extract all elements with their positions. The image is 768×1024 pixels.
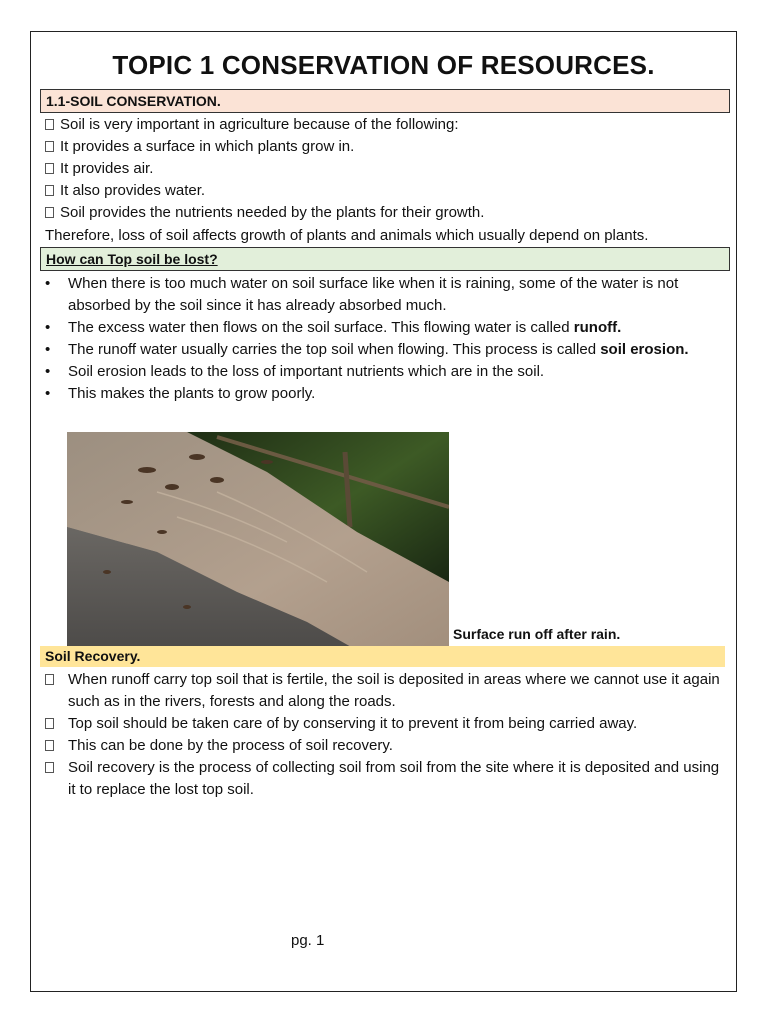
missing-glyph-icon <box>45 185 54 196</box>
page-number: pg. 1 <box>291 932 325 949</box>
list-item: • The runoff water usually carries the top soil when flowing. This process is called soil erosion. <box>44 339 724 361</box>
page-title: TOPIC 1 CONSERVATION OF RESOURCES. <box>112 50 655 80</box>
bullet-icon: • <box>45 319 51 336</box>
list-item: • This makes the plants to grow poorly. <box>44 383 724 405</box>
missing-glyph-icon <box>45 740 54 751</box>
missing-glyph-icon <box>45 718 54 729</box>
figure-caption: Surface run off after rain. <box>453 626 621 642</box>
section-heading-soil-recovery: Soil Recovery. <box>45 648 141 664</box>
intro-line: Soil is very important in agriculture because of the following: <box>45 114 459 136</box>
list-item: • The excess water then flows on the soil surface. This flowing water is called runoff. <box>44 317 724 339</box>
bullet-icon: • <box>45 275 51 292</box>
bullet-icon: • <box>45 363 51 380</box>
list-item: • Soil erosion leads to the loss of important nutrients which are in the soil. <box>44 361 724 383</box>
list-item: • When there is too much water on soil surface like when it is raining, some of the water is not absorbed by the soil since it has already absorbed much. <box>45 275 679 314</box>
erosion-bullet-list <box>44 273 724 405</box>
bullet-icon: • <box>45 341 51 358</box>
soil-recovery-highlight <box>40 646 725 667</box>
section-heading-top-soil-lost: How can Top soil be lost? <box>40 247 730 271</box>
section-heading-soil-conservation: 1.1-SOIL CONSERVATION. <box>40 89 730 113</box>
soil-recovery-list <box>45 669 725 801</box>
missing-glyph-icon <box>45 207 54 218</box>
list-item: Soil recovery is the process of collecting soil from soil from the site where it is deposited and using it to replace the lost top soil. <box>45 757 725 801</box>
list-item: It provides a surface in which plants grow in. <box>45 136 354 158</box>
list-item: It also provides water. <box>45 180 205 202</box>
missing-glyph-icon <box>45 119 54 130</box>
list-item: It provides air. <box>45 158 153 180</box>
missing-glyph-icon <box>45 163 54 174</box>
bullet-icon: • <box>45 385 51 402</box>
missing-glyph-icon <box>45 674 54 685</box>
list-item: This can be done by the process of soil recovery. <box>45 735 725 757</box>
list-item: Soil provides the nutrients needed by the plants for their growth. <box>45 202 484 224</box>
list-item: When runoff carry top soil that is fertile, the soil is deposited in areas where we cannot use it again such as in the rivers, forests and along the roads. <box>45 669 725 713</box>
runoff-photo <box>67 432 449 656</box>
conclusion-text: Therefore, loss of soil affects growth of plants and animals which usually depend on plants. <box>45 227 649 244</box>
missing-glyph-icon <box>45 762 54 773</box>
list-item: Top soil should be taken care of by conserving it to prevent it from being carried away. <box>45 713 725 735</box>
missing-glyph-icon <box>45 141 54 152</box>
